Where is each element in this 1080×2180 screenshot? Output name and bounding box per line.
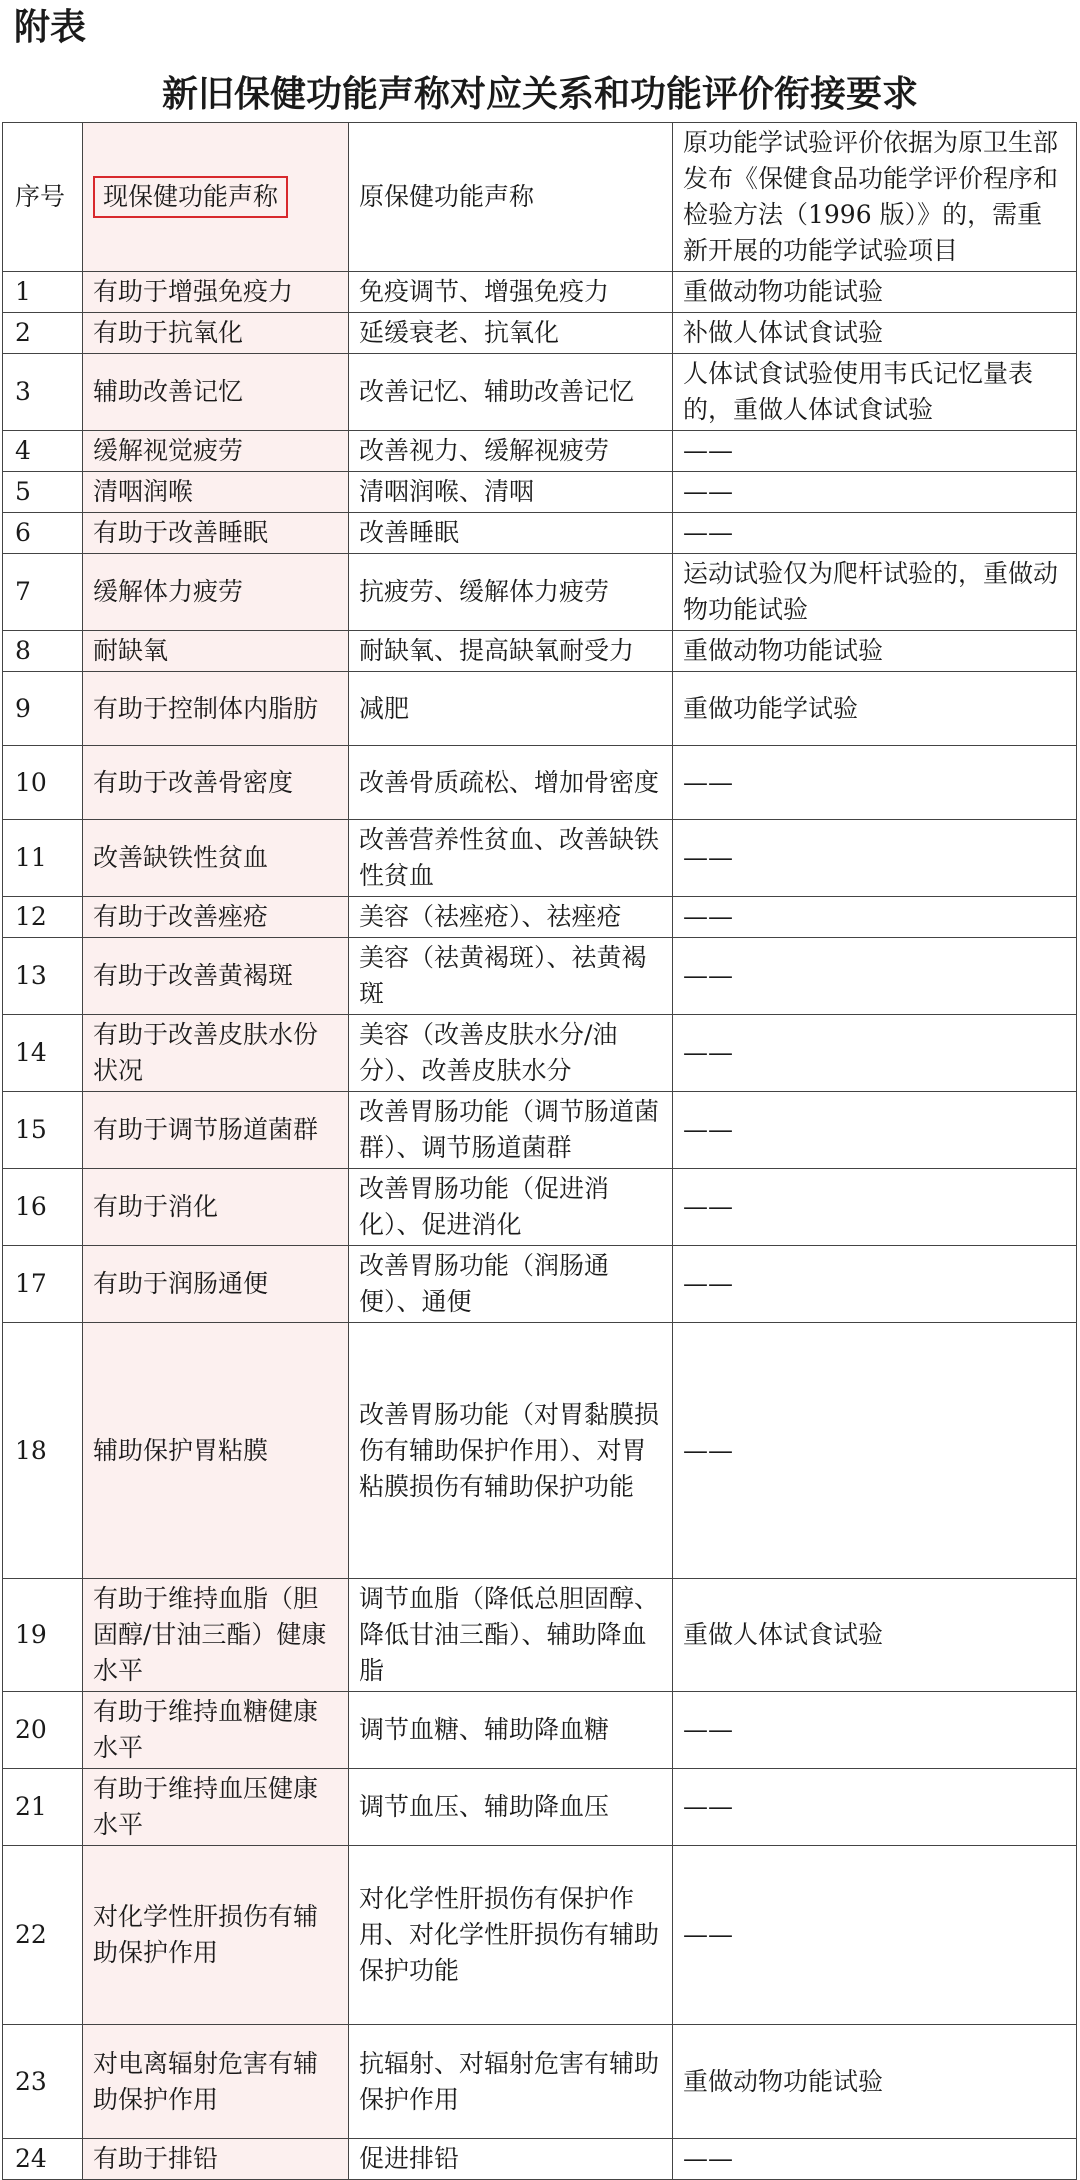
required-test-cell: —— bbox=[673, 1246, 1077, 1323]
current-claim-cell: 有助于增强免疫力 bbox=[83, 272, 349, 313]
table-row bbox=[3, 1579, 1077, 1692]
serial-no-cell: 23 bbox=[3, 2025, 83, 2139]
serial-no-cell: 14 bbox=[3, 1015, 83, 1092]
table-row bbox=[3, 746, 1077, 820]
serial-no-cell: 9 bbox=[3, 672, 83, 746]
current-claim-cell: 清咽润喉 bbox=[83, 472, 349, 513]
serial-no-cell: 21 bbox=[3, 1769, 83, 1846]
page-title: 新旧保健功能声称对应关系和功能评价衔接要求 bbox=[161, 74, 918, 115]
current-claim-cell: 有助于维持血糖健康水平 bbox=[83, 1692, 349, 1769]
serial-no-cell: 1 bbox=[3, 272, 83, 313]
required-test-cell: —— bbox=[673, 1169, 1077, 1246]
required-test-cell: —— bbox=[673, 1323, 1077, 1579]
current-claim-cell: 有助于改善黄褐斑 bbox=[83, 938, 349, 1015]
serial-no-cell: 5 bbox=[3, 472, 83, 513]
original-claim-cell: 改善胃肠功能（对胃黏膜损伤有辅助保护作用）、对胃粘膜损伤有辅助保护功能 bbox=[349, 1323, 673, 1579]
serial-no-cell: 16 bbox=[3, 1169, 83, 1246]
original-claim-cell: 对化学性肝损伤有保护作用、对化学性肝损伤有辅助保护功能 bbox=[349, 1846, 673, 2025]
current-claim-cell: 缓解体力疲劳 bbox=[83, 554, 349, 631]
serial-no-cell: 20 bbox=[3, 1692, 83, 1769]
header-current-claim-highlight: 现保健功能声称 bbox=[93, 176, 288, 218]
required-test-cell: 重做动物功能试验 bbox=[673, 272, 1077, 313]
table-row bbox=[3, 1846, 1077, 2025]
serial-no-cell: 4 bbox=[3, 431, 83, 472]
current-claim-cell: 有助于抗氧化 bbox=[83, 313, 349, 354]
current-claim-cell: 有助于维持血脂（胆固醇/甘油三酯）健康水平 bbox=[83, 1579, 349, 1692]
current-claim-cell: 有助于调节肠道菌群 bbox=[83, 1092, 349, 1169]
serial-no-cell: 19 bbox=[3, 1579, 83, 1692]
original-claim-cell: 美容（祛黄褐斑）、祛黄褐斑 bbox=[349, 938, 673, 1015]
serial-no-cell: 10 bbox=[3, 746, 83, 820]
serial-no-cell: 6 bbox=[3, 513, 83, 554]
original-claim-cell: 调节血糖、辅助降血糖 bbox=[349, 1692, 673, 1769]
table-row bbox=[3, 631, 1077, 672]
current-claim-cell: 有助于维持血压健康水平 bbox=[83, 1769, 349, 1846]
serial-no-cell: 13 bbox=[3, 938, 83, 1015]
table-row bbox=[3, 1092, 1077, 1169]
original-claim-cell: 耐缺氧、提高缺氧耐受力 bbox=[349, 631, 673, 672]
current-claim-cell: 辅助保护胃粘膜 bbox=[83, 1323, 349, 1579]
serial-no-cell: 8 bbox=[3, 631, 83, 672]
current-claim-cell: 有助于改善睡眠 bbox=[83, 513, 349, 554]
table-header-row bbox=[3, 123, 1077, 272]
required-test-cell: —— bbox=[673, 746, 1077, 820]
current-claim-cell: 有助于排铅 bbox=[83, 2139, 349, 2180]
header-required-test: 原功能学试验评价依据为原卫生部发布《保健食品功能学评价程序和检验方法（1996 版）》的，需重新开展的功能学试验项目 bbox=[673, 123, 1077, 272]
current-claim-cell: 缓解视觉疲劳 bbox=[83, 431, 349, 472]
table-row bbox=[3, 1769, 1077, 1846]
table-row bbox=[3, 938, 1077, 1015]
table-row bbox=[3, 313, 1077, 354]
function-claims-table bbox=[2, 122, 1077, 2180]
serial-no-cell: 12 bbox=[3, 897, 83, 938]
original-claim-cell: 改善骨质疏松、增加骨密度 bbox=[349, 746, 673, 820]
original-claim-cell: 免疫调节、增强免疫力 bbox=[349, 272, 673, 313]
header-original-claim: 原保健功能声称 bbox=[349, 123, 673, 272]
original-claim-cell: 清咽润喉、清咽 bbox=[349, 472, 673, 513]
current-claim-cell: 有助于润肠通便 bbox=[83, 1246, 349, 1323]
serial-no-cell: 15 bbox=[3, 1092, 83, 1169]
required-test-cell: 补做人体试食试验 bbox=[673, 313, 1077, 354]
current-claim-cell: 辅助改善记忆 bbox=[83, 354, 349, 431]
original-claim-cell: 改善胃肠功能（促进消化）、促进消化 bbox=[349, 1169, 673, 1246]
table-row bbox=[3, 1015, 1077, 1092]
table-row bbox=[3, 1323, 1077, 1579]
required-test-cell: —— bbox=[673, 820, 1077, 897]
serial-no-cell: 11 bbox=[3, 820, 83, 897]
current-claim-cell: 对化学性肝损伤有辅助保护作用 bbox=[83, 1846, 349, 2025]
required-test-cell: 人体试食试验使用韦氏记忆量表的，重做人体试食试验 bbox=[673, 354, 1077, 431]
table-row bbox=[3, 1246, 1077, 1323]
current-claim-cell: 有助于控制体内脂肪 bbox=[83, 672, 349, 746]
serial-no-cell: 17 bbox=[3, 1246, 83, 1323]
required-test-cell: —— bbox=[673, 897, 1077, 938]
required-test-cell: 重做功能学试验 bbox=[673, 672, 1077, 746]
table-row bbox=[3, 897, 1077, 938]
required-test-cell: 运动试验仅为爬杆试验的，重做动物功能试验 bbox=[673, 554, 1077, 631]
table-row bbox=[3, 2139, 1077, 2180]
table-row bbox=[3, 272, 1077, 313]
required-test-cell: —— bbox=[673, 513, 1077, 554]
required-test-cell: 重做动物功能试验 bbox=[673, 2025, 1077, 2139]
table-row bbox=[3, 431, 1077, 472]
table-row bbox=[3, 672, 1077, 746]
current-claim-cell: 有助于改善皮肤水份状况 bbox=[83, 1015, 349, 1092]
current-claim-cell: 对电离辐射危害有辅助保护作用 bbox=[83, 2025, 349, 2139]
original-claim-cell: 美容（改善皮肤水分/油分）、改善皮肤水分 bbox=[349, 1015, 673, 1092]
table-row bbox=[3, 354, 1077, 431]
original-claim-cell: 促进排铅 bbox=[349, 2139, 673, 2180]
table-row bbox=[3, 1692, 1077, 1769]
serial-no-cell: 22 bbox=[3, 1846, 83, 2025]
original-claim-cell: 调节血脂（降低总胆固醇、降低甘油三酯）、辅助降血脂 bbox=[349, 1579, 673, 1692]
required-test-cell: —— bbox=[673, 1846, 1077, 2025]
table-row bbox=[3, 554, 1077, 631]
original-claim-cell: 改善营养性贫血、改善缺铁性贫血 bbox=[349, 820, 673, 897]
current-claim-cell: 有助于改善骨密度 bbox=[83, 746, 349, 820]
serial-no-cell: 18 bbox=[3, 1323, 83, 1579]
required-test-cell: 重做动物功能试验 bbox=[673, 631, 1077, 672]
original-claim-cell: 改善胃肠功能（调节肠道菌群）、调节肠道菌群 bbox=[349, 1092, 673, 1169]
serial-no-cell: 24 bbox=[3, 2139, 83, 2180]
current-claim-cell: 有助于消化 bbox=[83, 1169, 349, 1246]
original-claim-cell: 改善胃肠功能（润肠通便）、通便 bbox=[349, 1246, 673, 1323]
header-current-claim-cell bbox=[83, 123, 349, 272]
required-test-cell: —— bbox=[673, 1015, 1077, 1092]
original-claim-cell: 美容（祛痤疮）、祛痤疮 bbox=[349, 897, 673, 938]
original-claim-cell: 抗辐射、对辐射危害有辅助保护作用 bbox=[349, 2025, 673, 2139]
original-claim-cell: 改善视力、缓解视疲劳 bbox=[349, 431, 673, 472]
table-row bbox=[3, 472, 1077, 513]
required-test-cell: —— bbox=[673, 2139, 1077, 2180]
table-row bbox=[3, 1169, 1077, 1246]
serial-no-cell: 2 bbox=[3, 313, 83, 354]
required-test-cell: —— bbox=[673, 472, 1077, 513]
original-claim-cell: 改善记忆、辅助改善记忆 bbox=[349, 354, 673, 431]
current-claim-cell: 耐缺氧 bbox=[83, 631, 349, 672]
current-claim-cell: 改善缺铁性贫血 bbox=[83, 820, 349, 897]
current-claim-cell: 有助于改善痤疮 bbox=[83, 897, 349, 938]
required-test-cell: 重做人体试食试验 bbox=[673, 1579, 1077, 1692]
required-test-cell: —— bbox=[673, 1769, 1077, 1846]
table-row bbox=[3, 2025, 1077, 2139]
original-claim-cell: 改善睡眠 bbox=[349, 513, 673, 554]
table-body bbox=[3, 272, 1077, 2180]
required-test-cell: —— bbox=[673, 431, 1077, 472]
original-claim-cell: 延缓衰老、抗氧化 bbox=[349, 313, 673, 354]
original-claim-cell: 减肥 bbox=[349, 672, 673, 746]
table-row bbox=[3, 820, 1077, 897]
required-test-cell: —— bbox=[673, 1692, 1077, 1769]
required-test-cell: —— bbox=[673, 1092, 1077, 1169]
table-row bbox=[3, 513, 1077, 554]
original-claim-cell: 抗疲劳、缓解体力疲劳 bbox=[349, 554, 673, 631]
serial-no-cell: 3 bbox=[3, 354, 83, 431]
appendix-label: 附表 bbox=[14, 7, 87, 48]
header-serial-no: 序号 bbox=[3, 123, 83, 272]
required-test-cell: —— bbox=[673, 938, 1077, 1015]
original-claim-cell: 调节血压、辅助降血压 bbox=[349, 1769, 673, 1846]
serial-no-cell: 7 bbox=[3, 554, 83, 631]
